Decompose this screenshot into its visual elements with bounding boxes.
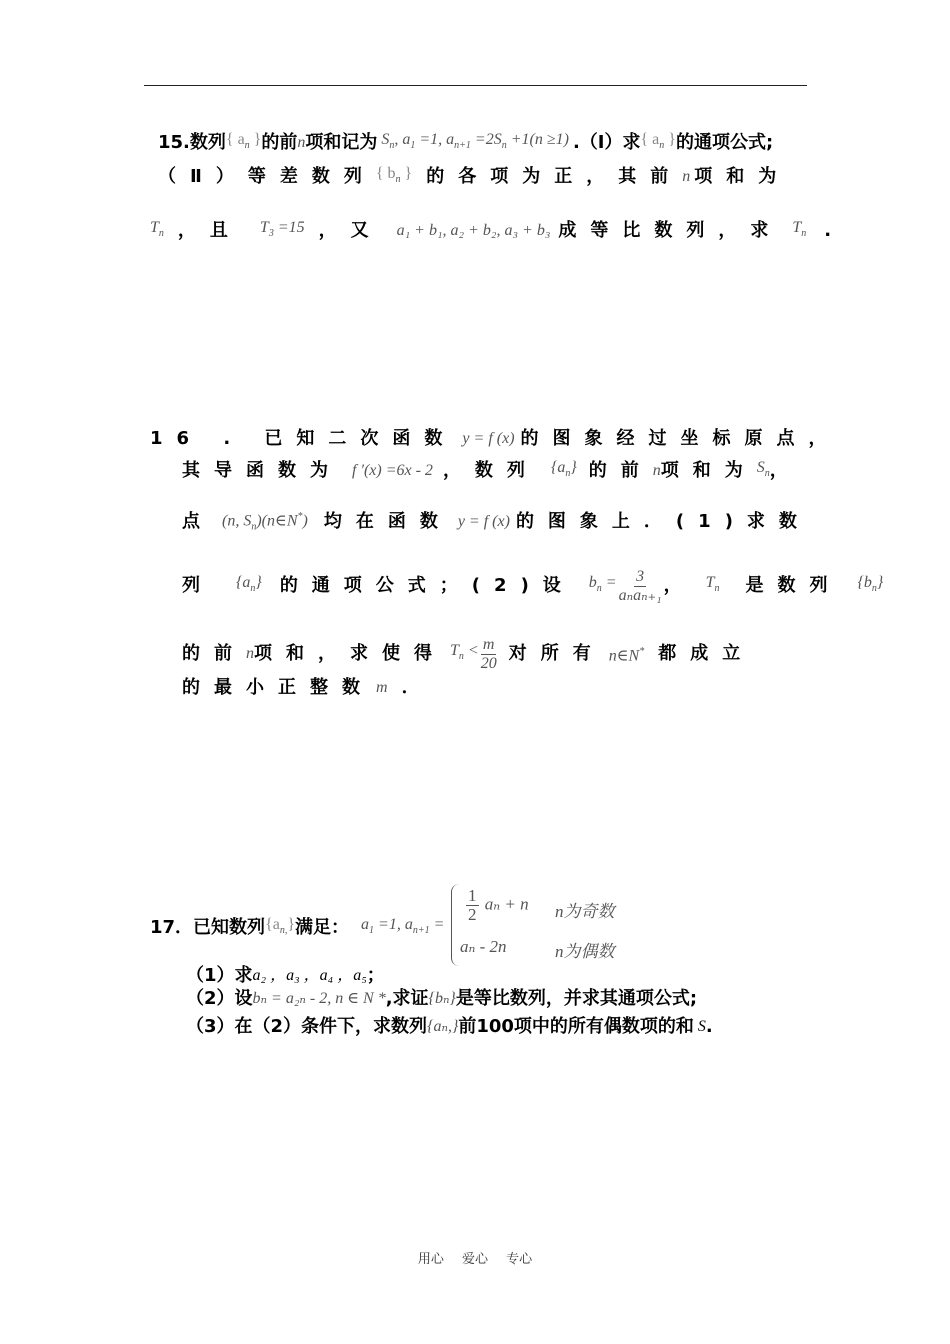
page-footer: 用心 爱心 专心 — [417, 1252, 533, 1267]
header-rule — [144, 85, 807, 86]
math-derivative: f ′(x) =6x - 2 — [352, 462, 433, 480]
piecewise-case-2: aₙ - 2n — [460, 937, 507, 956]
problem-17-part-3 — [186, 1015, 713, 1039]
math-sequence-b: {bₙ} — [428, 990, 456, 1007]
math-inequality: $T_n$ < — [450, 641, 479, 663]
math-T: $T_n$ — [705, 573, 720, 595]
math-T: $T_n$ — [150, 219, 164, 240]
text: 的前 — [261, 132, 298, 154]
text: （3）在（2）条件下，求数列 — [186, 1016, 428, 1037]
piecewise-condition-2: n为偶数 — [555, 942, 615, 961]
problem-16-line-2 — [182, 456, 788, 486]
text: 项和，求使得 — [254, 643, 446, 664]
text: 满足： — [295, 917, 350, 939]
math-function: y = f (x) — [462, 430, 515, 447]
problem-17-part-2 — [186, 987, 697, 1011]
text: 成等比数列，求 — [558, 220, 783, 242]
text: ， — [663, 575, 682, 596]
math-sequence-b: { $b_n$ } — [375, 165, 413, 186]
math-n: n — [682, 168, 691, 186]
text: 对所有 — [508, 643, 605, 664]
text: .（Ⅰ）求 — [572, 132, 641, 154]
problem-15-line-3 — [150, 216, 831, 246]
math-sequence-a: { $a_n$ } — [640, 131, 676, 152]
math-point: (n, $S_n)(n\in N^*)$ — [222, 511, 308, 533]
math-S: $S_n$ — [756, 459, 770, 480]
text: 项和为 — [660, 460, 757, 482]
math-n: n — [297, 134, 306, 152]
math-m: m — [376, 679, 388, 696]
text: （Ⅱ）等差数列 — [158, 166, 376, 188]
text: 是等比数列，并求其通项公式; — [455, 988, 698, 1009]
math-sequence-a: $\{a_n\}$ — [236, 573, 262, 595]
math-n: n — [246, 645, 254, 662]
math-n: n — [652, 462, 661, 480]
math-geometric-terms: a₁ + b₁, a₂ + b₂, a₃ + b₃ — [396, 222, 551, 240]
text: 16 . 已知二次函数 — [150, 428, 457, 449]
text: 是数列 — [745, 575, 842, 596]
text: 的最小正整数 — [182, 677, 374, 698]
math-function: y = f (x) — [457, 513, 510, 531]
math-b-def: bₙ = a₂ₙ - 2, n ∈ N * — [252, 990, 386, 1007]
math-initial: $a_1 =1$, $a_{n+1}$ = — [361, 916, 445, 937]
text: 的通项公式；(2)设 — [279, 575, 575, 596]
text: ，又 — [318, 220, 383, 242]
text: ,求证 — [385, 988, 429, 1009]
text: 的前 — [182, 643, 246, 664]
text: ； — [366, 965, 385, 986]
text: 前100项中的所有偶数项的和 — [458, 1016, 694, 1037]
problem-16-line-3 — [182, 505, 811, 540]
math-sequence-b: $\{b_n\}$ — [857, 573, 884, 595]
text: 都成立 — [658, 643, 755, 664]
text: 的前 — [588, 460, 653, 482]
problem-16-line-4 — [182, 566, 883, 606]
text: 项和为 — [694, 166, 791, 188]
text: （2）设 — [186, 988, 253, 1009]
text: . — [824, 220, 832, 242]
piecewise-condition-1: n为奇数 — [555, 902, 615, 921]
text: 的通项公式; — [675, 132, 774, 154]
text: 的图象经过坐标原点， — [520, 428, 841, 449]
problem-16-line-1 — [150, 427, 841, 451]
text: 其导函数为 — [182, 460, 342, 482]
math-S: S — [697, 1018, 706, 1035]
math-n-in-N: n∈N* — [608, 645, 645, 665]
text: . — [705, 1016, 713, 1037]
problem-16-line-5 — [182, 634, 754, 674]
piecewise-case-1: $\frac{1}{2}$ aₙ + n — [468, 886, 529, 924]
math-sequence-a: $\{a_n\}$ — [550, 459, 577, 480]
text: ，数列 — [442, 460, 539, 482]
problem-15-line-2 — [158, 162, 790, 192]
text: 列 — [182, 575, 200, 596]
math-recurrence: $S_n$, $a_1 =1$, $a_{n+1} =2S_n +1(n \ge 1)$ — [381, 131, 569, 152]
text: 项和记为 — [305, 132, 378, 154]
math-sequence-a: {aₙ,} — [427, 1018, 459, 1035]
math-sequence-a: { $a_n$ } — [225, 131, 262, 152]
math-fraction: $\frac{m}{20}$ — [480, 635, 497, 672]
text: ，且 — [177, 220, 242, 242]
problem-16-line-6 — [182, 676, 420, 700]
text: 17．已知数列 — [150, 917, 266, 939]
text: 的图象上．(1)求数 — [515, 511, 811, 533]
text: 点 — [182, 511, 200, 533]
math-fraction: $\frac{3}{\text{aₙaₙ₊₁}}$ — [618, 567, 662, 604]
problem-17-line-1 — [150, 913, 444, 943]
problem-17-part-1 — [186, 964, 385, 988]
text: ． — [401, 677, 420, 698]
math-sequence-a: $\{a_{n,}\}$ — [265, 916, 296, 937]
text: 的各项为正，其前 — [426, 166, 683, 188]
text: （1）求 — [186, 965, 253, 986]
problem-15-line-1 — [158, 128, 773, 158]
text: 15.数列 — [158, 132, 226, 154]
text: ， — [769, 460, 788, 482]
text: 均在函数 — [323, 511, 452, 533]
math-T: $T_n$ — [792, 219, 807, 240]
math-T3: $T_3 =15$ — [259, 219, 305, 240]
math-b-def: $b_n$ = — [588, 573, 617, 595]
math-terms: a₂ ，a₃ ，a₄ ，a₅ — [252, 967, 367, 984]
